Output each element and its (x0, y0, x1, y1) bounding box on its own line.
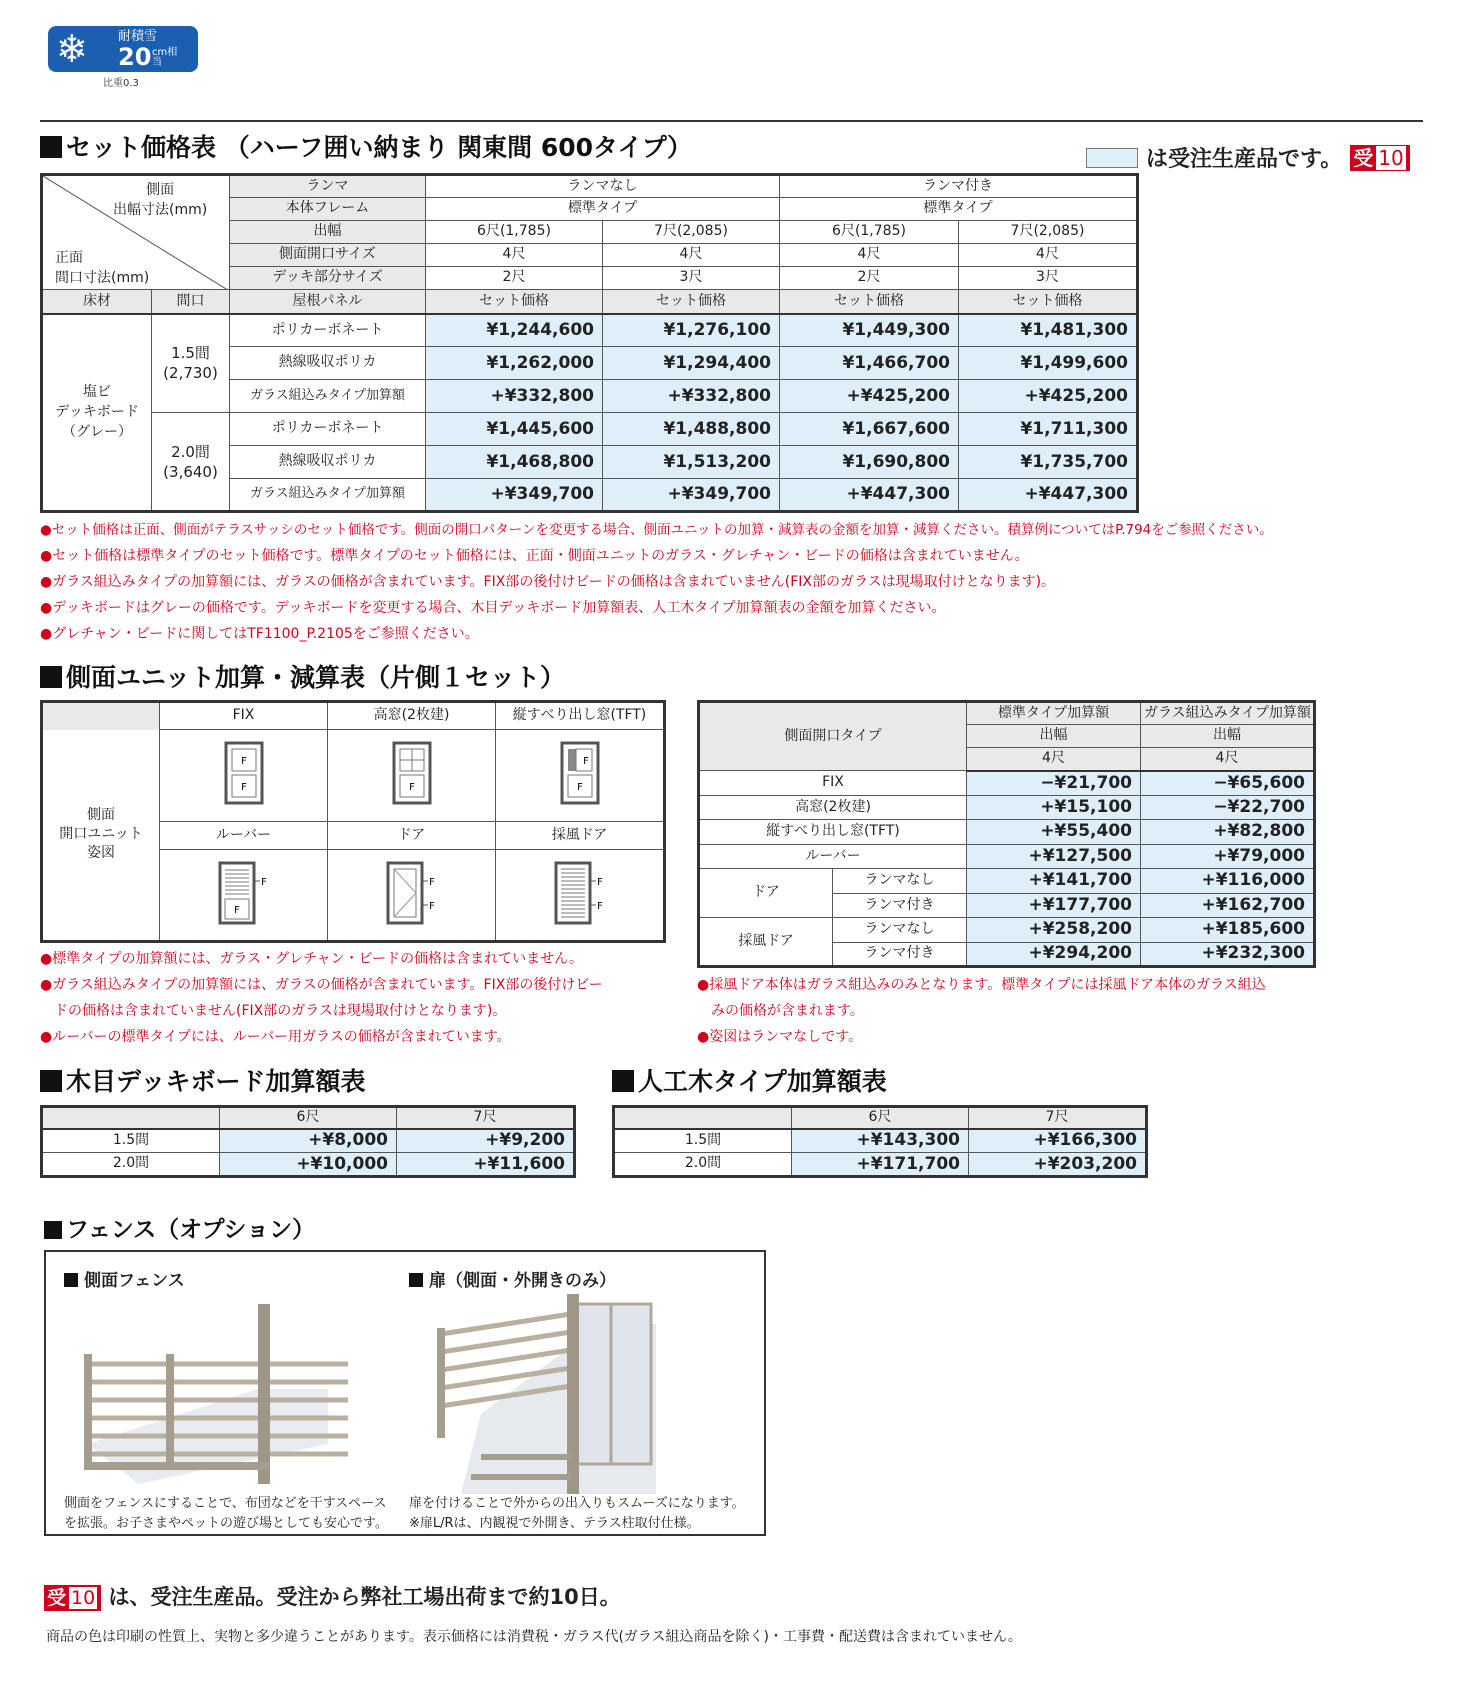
door-icon (328, 850, 496, 942)
row-label: 縦すべり出し窓(TFT) (699, 820, 967, 845)
frontage-cell: 1.5間 (2,730) (152, 314, 230, 413)
price-cell: +¥116,000 (1141, 869, 1315, 894)
price-cell: ¥1,276,100 (603, 314, 780, 347)
col-header: 6尺 (220, 1107, 397, 1129)
row-label: 2.0間 (42, 1153, 220, 1177)
col-header: 4尺 (1141, 748, 1315, 771)
col-header: 6尺(1,785) (426, 221, 603, 244)
price-cell: +¥15,100 (967, 795, 1141, 820)
set-table-title: セット価格表 （ハーフ囲い納まり 関東間 600タイプ） (40, 132, 692, 164)
type-header: 側面開口タイプ (699, 702, 967, 771)
fix-icon (160, 730, 328, 822)
unit-type-label: 縦すべり出し窓(TFT) (496, 702, 665, 730)
cell: 2尺 (426, 267, 603, 290)
price-cell: +¥203,200 (969, 1153, 1147, 1177)
svg-text:F: F (408, 782, 415, 794)
col-header: 標準タイプ加算額 (967, 702, 1141, 725)
cell: 4尺 (780, 244, 959, 267)
price-cell: ¥1,690,800 (780, 446, 959, 479)
note: ドの価格は含まれていません(FIX部のガラスは現場取付けとなります)。 (40, 1003, 507, 1019)
row-sublabel: ランマなし (833, 869, 967, 894)
snowflake-icon: ❄ (56, 27, 88, 71)
row-label: 1.5間 (614, 1129, 792, 1153)
price-cell: +¥143,300 (792, 1129, 969, 1153)
svg-text:F: F (582, 756, 589, 768)
panel-label: 熱線吸収ポリカ (230, 347, 426, 380)
side-fence-illustration (68, 1294, 368, 1494)
blank-header (42, 702, 160, 730)
vent-door-icon (496, 850, 665, 942)
unit-type-label: 採風ドア (496, 822, 665, 850)
door-fence-illustration (421, 1294, 661, 1494)
svg-text:F: F (260, 876, 267, 888)
price-cell: +¥9,200 (397, 1129, 575, 1153)
note: ●採風ドア本体はガラス組込みのみとなります。標準タイプには採風ドア本体のガラス組込 (697, 977, 1266, 993)
row-sublabel: ランマなし (833, 918, 967, 943)
cell: 2尺 (780, 267, 959, 290)
price-cell: +¥425,200 (780, 380, 959, 413)
note: ●セット価格は標準タイプのセット価格です。標準タイプのセット価格には、正面・側面ユニットのガラス・グレチャン・ビードの価格は含まれていません。 (40, 548, 1029, 564)
cell: 4尺 (959, 244, 1138, 267)
price-cell: +¥294,200 (967, 942, 1141, 967)
unit-type-label: 高窓(2枚建) (328, 702, 496, 730)
fence-panel (44, 1250, 766, 1536)
row-label: 採風ドア (699, 918, 833, 967)
badge-value: 20 (118, 43, 152, 71)
row-label: デッキ部分サイズ (230, 267, 426, 290)
cell: 3尺 (603, 267, 780, 290)
col-header: ランマなし (426, 175, 780, 198)
price-cell: −¥21,700 (967, 771, 1141, 796)
blank-header (614, 1107, 792, 1129)
price-cell: +¥349,700 (603, 479, 780, 512)
snow-load-badge (48, 26, 198, 72)
price-cell: −¥65,600 (1141, 771, 1315, 796)
row-label: ルーバー (699, 844, 967, 869)
price-cell: +¥232,300 (1141, 942, 1315, 967)
price-cell: +¥166,300 (969, 1129, 1147, 1153)
price-cell: ¥1,449,300 (780, 314, 959, 347)
unit-type-label: FIX (160, 702, 328, 730)
price-cell: ¥1,481,300 (959, 314, 1138, 347)
row-label: ランマ (230, 175, 426, 198)
price-cell: ¥1,244,600 (426, 314, 603, 347)
note: ●デッキボードはグレーの価格です。デッキボードを変更する場合、木目デッキボード加算額表、人工木タイプ加算額表の金額を加算ください。 (40, 600, 946, 616)
gravity-note: 比重0.3 (103, 78, 139, 89)
set-price-table (40, 173, 1139, 513)
artificial-wood-table (612, 1105, 1148, 1178)
row-label: FIX (699, 771, 967, 796)
price-cell: +¥10,000 (220, 1153, 397, 1177)
figure-label: 側面 開口ユニット 姿図 (42, 730, 160, 942)
price-cell: +¥162,700 (1141, 893, 1315, 918)
price-cell: +¥185,600 (1141, 918, 1315, 943)
footer-text: は、受注生産品。受注から弊社工場出荷まで約10日。 (108, 1585, 621, 1609)
price-cell: ¥1,711,300 (959, 413, 1138, 446)
floor-cell: 塩ビ デッキボード （グレー） (42, 314, 152, 512)
svg-text:F: F (596, 876, 603, 888)
cell: 4尺 (603, 244, 780, 267)
side-unit-notes-right (697, 972, 1266, 1050)
frontage-header: 間口 (152, 290, 230, 314)
price-cell: +¥82,800 (1141, 820, 1315, 845)
price-cell: ¥1,445,600 (426, 413, 603, 446)
panel-label: ガラス組込みタイプ加算額 (230, 479, 426, 512)
unit-type-label: ルーバー (160, 822, 328, 850)
price-cell: +¥425,200 (959, 380, 1138, 413)
col-header: 6尺 (792, 1107, 969, 1129)
note: ●グレチャン・ビードに関してはTF1100_P.2105をご参照ください。 (40, 626, 479, 642)
note: ●ガラス組込みタイプの加算額には、ガラスの価格が含まれています。FIX部の後付けビードの価格は含まれていません(FIX部のガラスは現場取付けとなります)。 (40, 574, 1056, 590)
price-cell: +¥447,300 (959, 479, 1138, 512)
side-unit-notes-left (40, 946, 603, 1050)
side-unit-figure-table (40, 700, 666, 943)
price-cell: +¥349,700 (426, 479, 603, 512)
row-label: 本体フレーム (230, 198, 426, 221)
footer-disclaimer: 商品の色は印刷の性質上、実物と多少違うことがあります。表示価格には消費税・ガラス代(ガラス組込商品を除く)・工事費・配送費は含まれていません。 (46, 1629, 1022, 1645)
price-cell: +¥332,800 (603, 380, 780, 413)
price-cell: ¥1,468,800 (426, 446, 603, 479)
svg-text:F: F (596, 900, 603, 912)
svg-text:F: F (428, 900, 435, 912)
price-cell: −¥22,700 (1141, 795, 1315, 820)
col-header: ガラス組込みタイプ加算額 (1141, 702, 1315, 725)
legend-swatch (1086, 148, 1138, 168)
price-cell: +¥141,700 (967, 869, 1141, 894)
row-label: 出幅 (230, 221, 426, 244)
col-header: セット価格 (959, 290, 1138, 314)
panel-label: 熱線吸収ポリカ (230, 446, 426, 479)
price-cell: ¥1,488,800 (603, 413, 780, 446)
row-sublabel: ランマ付き (833, 942, 967, 967)
col-header: 7尺(2,085) (959, 221, 1138, 244)
price-cell: ¥1,513,200 (603, 446, 780, 479)
row-label: 屋根パネル (230, 290, 426, 314)
wood-deck-table (40, 1105, 576, 1178)
note: ●ルーバーの標準タイプには、ルーバー用ガラスの価格が含まれています。 (40, 1029, 511, 1045)
svg-text:F: F (233, 904, 240, 916)
legend-text: は受注生産品です。 (1146, 147, 1343, 172)
footer-made-to-order (44, 1581, 621, 1611)
side-unit-title: 側面ユニット加算・減算表（片側１セット） (40, 662, 565, 694)
note: ●姿図はランマなしです。 (697, 1029, 863, 1045)
side-fence-title: 側面フェンス (64, 1266, 185, 1291)
col-header: 7尺(2,085) (603, 221, 780, 244)
price-cell: +¥79,000 (1141, 844, 1315, 869)
made-to-order-badge: 受 10 (44, 1585, 101, 1611)
price-cell: ¥1,294,400 (603, 347, 780, 380)
note: ●標準タイプの加算額には、ガラス・グレチャン・ビードの価格は含まれていません。 (40, 951, 583, 967)
frontage-cell: 2.0間 (3,640) (152, 413, 230, 512)
artificial-wood-title: 人工木タイプ加算額表 (612, 1066, 887, 1098)
row-label: 1.5間 (42, 1129, 220, 1153)
col-header: 6尺(1,785) (780, 221, 959, 244)
badge-label: 耐積雪 (118, 29, 158, 44)
col-header: 7尺 (397, 1107, 575, 1129)
col-header: 4尺 (967, 748, 1141, 771)
col-header: セット価格 (603, 290, 780, 314)
price-cell: +¥11,600 (397, 1153, 575, 1177)
made-to-order-badge: 受 10 (1350, 145, 1409, 171)
col-header: 出幅 (967, 725, 1141, 748)
cell: 4尺 (426, 244, 603, 267)
price-cell: ¥1,466,700 (780, 347, 959, 380)
high-window-icon (328, 730, 496, 822)
row-label: 2.0間 (614, 1153, 792, 1177)
note: みの価格が含まれます。 (697, 1003, 864, 1019)
badge-unit: cm相当 (152, 47, 178, 68)
side-unit-price-table (697, 700, 1316, 968)
unit-type-label: ドア (328, 822, 496, 850)
col-header: セット価格 (426, 290, 603, 314)
louver-icon (160, 850, 328, 942)
price-cell: +¥55,400 (967, 820, 1141, 845)
price-cell: +¥127,500 (967, 844, 1141, 869)
door-fence-title: 扉（側面・外開きのみ） (409, 1266, 616, 1291)
price-cell: ¥1,667,600 (780, 413, 959, 446)
note: ●ガラス組込みタイプの加算額には、ガラスの価格が含まれています。FIX部の後付けビー (40, 977, 603, 993)
price-cell: +¥8,000 (220, 1129, 397, 1153)
legend (1086, 142, 1410, 173)
cell: 3尺 (959, 267, 1138, 290)
price-cell: +¥177,700 (967, 893, 1141, 918)
svg-text:F: F (576, 782, 583, 794)
svg-text:F: F (240, 756, 247, 768)
panel-label: ガラス組込みタイプ加算額 (230, 380, 426, 413)
divider (40, 120, 1423, 122)
floor-header: 床材 (42, 290, 152, 314)
svg-text:F: F (428, 876, 435, 888)
price-cell: ¥1,499,600 (959, 347, 1138, 380)
col-header: ランマ付き (780, 175, 1138, 198)
svg-text:F: F (240, 782, 247, 794)
price-cell: ¥1,262,000 (426, 347, 603, 380)
fence-title: フェンス（オプション） (44, 1214, 315, 1246)
col-header: セット価格 (780, 290, 959, 314)
row-sublabel: ランマ付き (833, 893, 967, 918)
casement-window-icon (496, 730, 665, 822)
row-label: 高窓(2枚建) (699, 795, 967, 820)
col-header: 7尺 (969, 1107, 1147, 1129)
price-cell: +¥447,300 (780, 479, 959, 512)
panel-label: ポリカーボネート (230, 314, 426, 347)
col-header: 標準タイプ (780, 198, 1138, 221)
price-cell: +¥258,200 (967, 918, 1141, 943)
blank-header (42, 1107, 220, 1129)
col-header: 出幅 (1141, 725, 1315, 748)
side-fence-caption: 側面をフェンスにすることで、布団などを干すスペース を拡張。お子さまやペットの遊び場としても安心です。 (64, 1496, 388, 1531)
corner-cell: 側面 出幅寸法(mm) 正面 間口寸法(mm) (42, 175, 230, 290)
price-cell: +¥332,800 (426, 380, 603, 413)
price-cell: ¥1,735,700 (959, 446, 1138, 479)
panel-label: ポリカーボネート (230, 413, 426, 446)
col-header: 標準タイプ (426, 198, 780, 221)
set-table-notes (40, 517, 1273, 647)
note: ●セット価格は正面、側面がテラスサッシのセット価格です。側面の開口パターンを変更する場合、側面ユニットの加算・減算表の金額を加算・減算ください。積算例についてはP.794をご参照ください。 (40, 522, 1273, 538)
price-cell: +¥171,700 (792, 1153, 969, 1177)
row-label: ドア (699, 869, 833, 918)
door-fence-caption: 扉を付けることで外からの出入りもスムーズになります。 ※扉L/Rは、内観視で外開き、テラス柱取付仕様。 (409, 1496, 745, 1531)
wood-deck-title: 木目デッキボード加算額表 (40, 1066, 366, 1098)
row-label: 側面開口サイズ (230, 244, 426, 267)
